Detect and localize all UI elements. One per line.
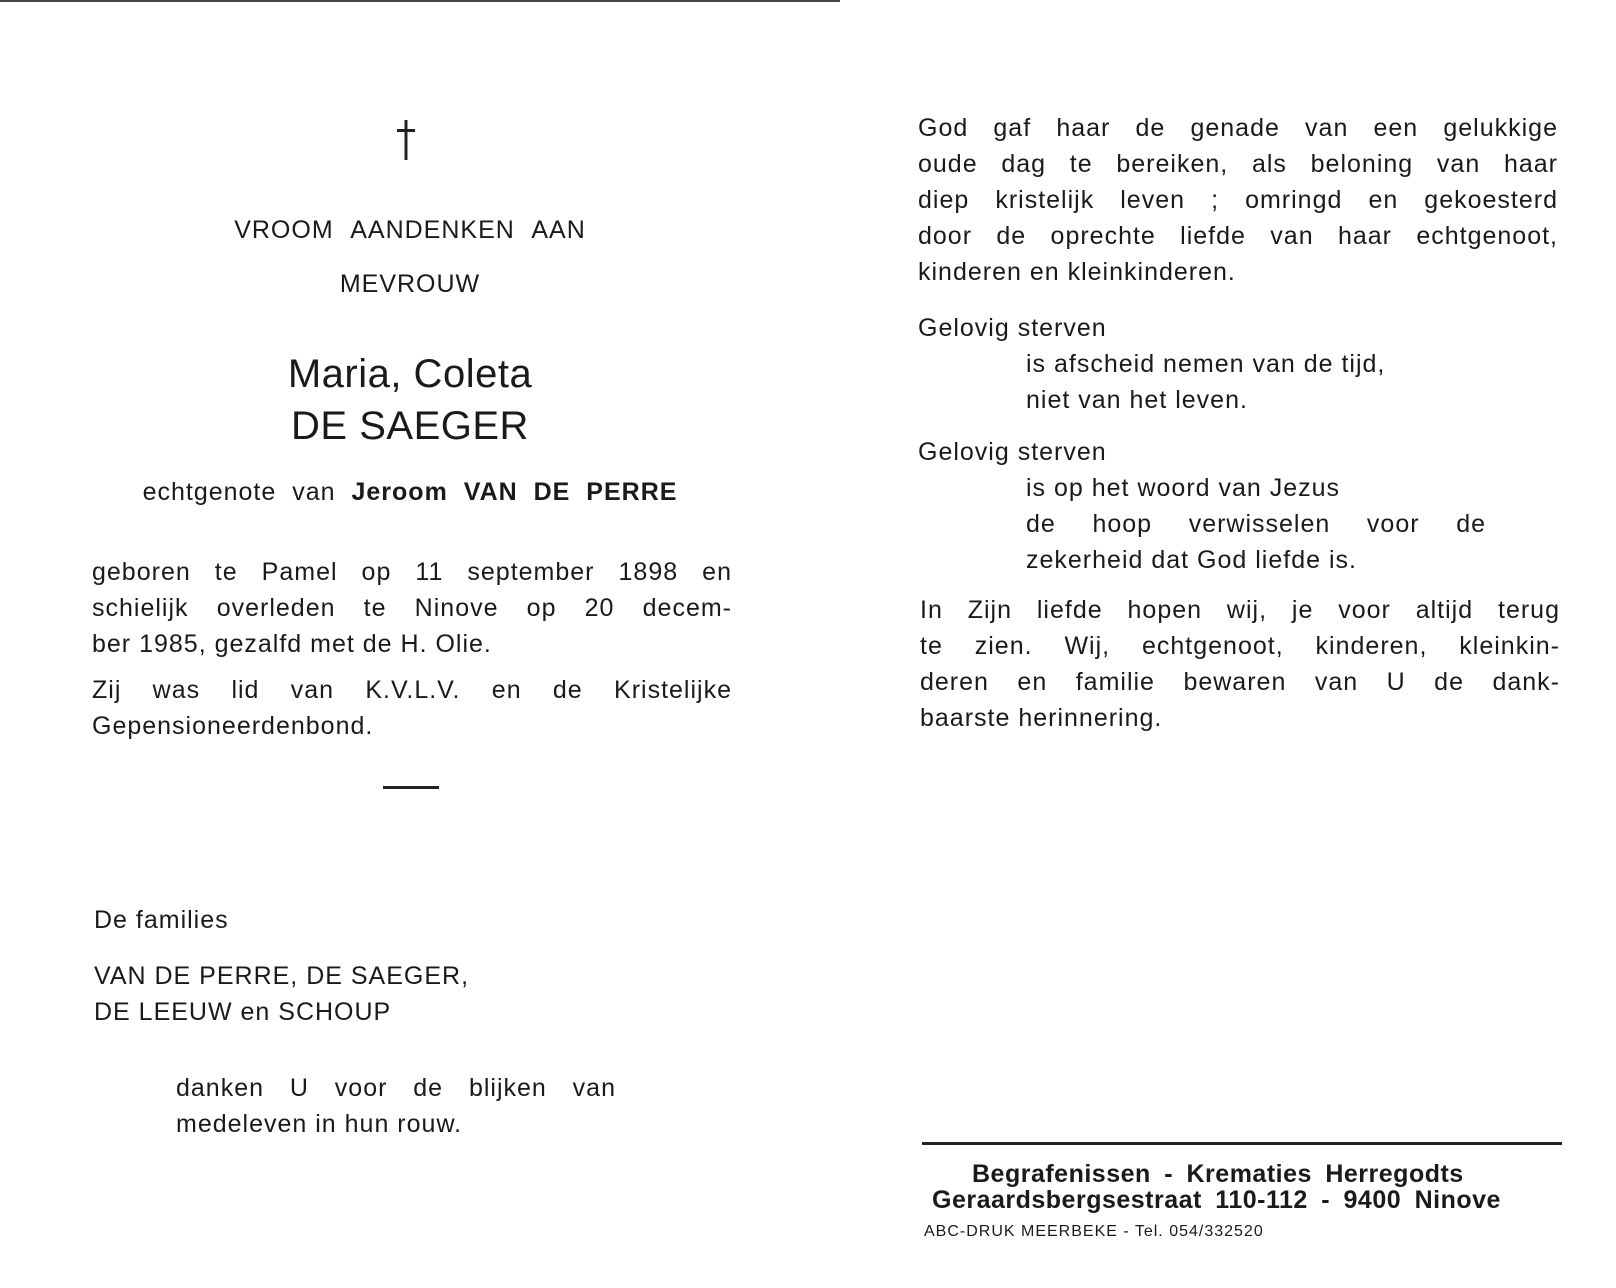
- poem2-body: [1026, 470, 1486, 578]
- membership-line-1: Zij was lid van K.V.L.V. en de Kristelijke: [92, 676, 732, 704]
- title-mevrouw: MEVROUW: [339, 270, 481, 298]
- hope-line-2: te zien. Wij, echtgenoot, kinderen, kleinkin-: [920, 632, 1560, 660]
- grace-paragraph: [918, 110, 1558, 290]
- hope-line-4: baarste herinnering.: [920, 704, 1163, 732]
- thanks-paragraph: [176, 1070, 616, 1142]
- membership-line-2: Gepensioneerdenbond.: [92, 712, 374, 740]
- poem1-line-1: is afscheid nemen van de tijd,: [1026, 350, 1386, 378]
- cross-icon: [395, 120, 417, 160]
- top-edge-rule: [0, 0, 840, 2]
- thanks-line-1: danken U voor de blijken van: [176, 1074, 616, 1102]
- grace-line-4: door de oprechte liefde van haar echtgenoot,: [918, 222, 1558, 250]
- birth-line-3: ber 1985, gezalfd met de H. Olie.: [92, 630, 492, 658]
- memorial-heading: VROOM AANDENKEN AAN: [234, 216, 586, 244]
- separator-dash: [383, 786, 439, 789]
- poem2-line-3: zekerheid dat God liefde is.: [1026, 546, 1357, 574]
- family-names: [94, 958, 594, 1030]
- footer-rule: [922, 1142, 1562, 1145]
- poem1-head: Gelovig sterven: [918, 314, 1107, 342]
- poem1-body: [1026, 346, 1486, 418]
- spouse-name: Jeroom VAN DE PERRE: [351, 478, 678, 506]
- poem1-line-2: niet van het leven.: [1026, 386, 1248, 414]
- funeral-home-address: Geraardsbergsestraat 110-112 - 9400 Ninove: [932, 1186, 1501, 1214]
- spouse-line: [100, 478, 720, 507]
- family-names-line-1: VAN DE PERRE, DE SAEGER,: [94, 962, 470, 990]
- hope-line-3: deren en familie bewaren van U de dank-: [920, 668, 1560, 696]
- deceased-first-names: Maria, Coleta: [287, 352, 533, 396]
- families-label: De families: [94, 906, 229, 934]
- poem2-line-1: is op het woord van Jezus: [1026, 474, 1341, 502]
- family-names-line-2: DE LEEUW en SCHOUP: [94, 998, 392, 1026]
- funeral-home-name: Begrafenissen - Krematies Herregodts: [972, 1160, 1464, 1188]
- grace-line-1: God gaf haar de genade van een gelukkige: [918, 114, 1558, 142]
- poem2-head: Gelovig sterven: [918, 438, 1107, 466]
- birth-line-2: schielijk overleden te Ninove op 20 decem-: [92, 594, 732, 622]
- grace-line-3: diep kristelijk leven ; omringd en gekoesterd: [918, 186, 1558, 214]
- deceased-surname: DE SAEGER: [291, 404, 529, 448]
- membership-paragraph: [92, 672, 732, 744]
- printer-credit: ABC-DRUK MEERBEKE - Tel. 054/332520: [924, 1223, 1264, 1240]
- poem2-line-2: de hoop verwisselen voor de: [1026, 510, 1486, 538]
- hope-paragraph: [920, 592, 1560, 736]
- birth-paragraph-lines: [92, 554, 732, 662]
- thanks-line-2: medeleven in hun rouw.: [176, 1110, 463, 1138]
- grace-line-5: kinderen en kleinkinderen.: [918, 258, 1236, 286]
- birth-line-1: geboren te Pamel op 11 september 1898 en: [92, 558, 732, 586]
- hope-line-1: In Zijn liefde hopen wij, je voor altijd terug: [920, 596, 1560, 624]
- spouse-prefix: echtgenote van: [142, 478, 336, 506]
- grace-line-2: oude dag te bereiken, als beloning van haar: [918, 150, 1558, 178]
